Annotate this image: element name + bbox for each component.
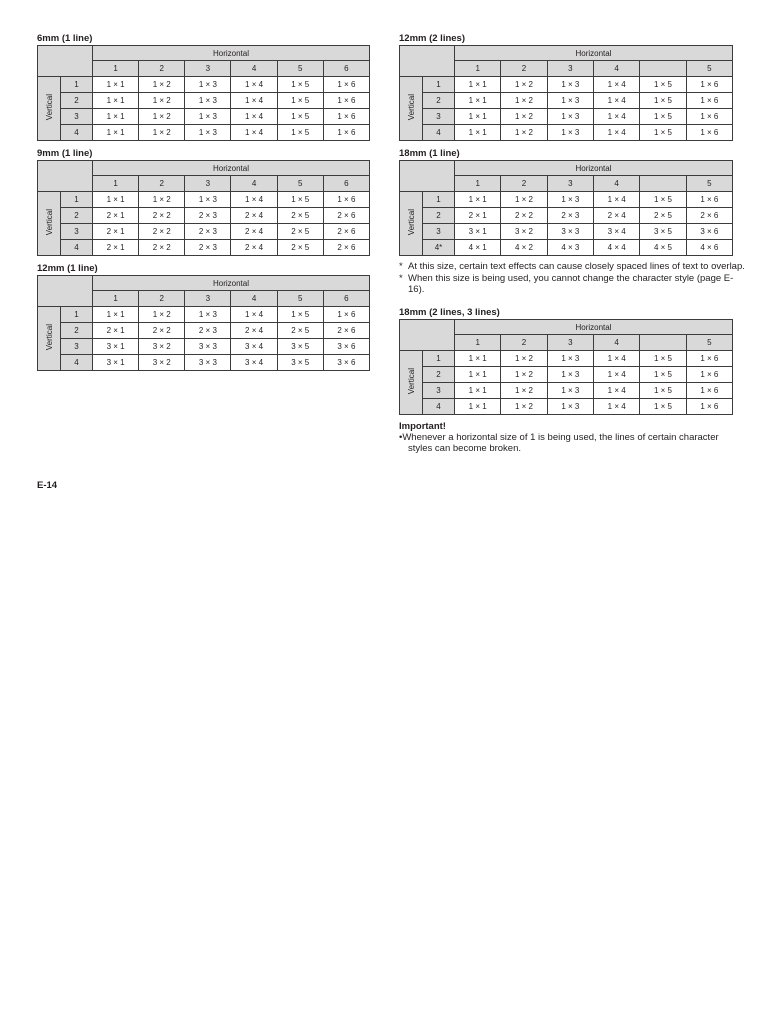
table-cell: 1 × 4 (231, 77, 277, 93)
column-header: 6 (323, 61, 369, 77)
table-cell: 2 × 4 (231, 323, 277, 339)
table-cell: 4 × 3 (547, 240, 593, 256)
size-table (399, 160, 733, 256)
column-header: 2 (139, 291, 185, 307)
table-cell: 1 × 2 (501, 93, 547, 109)
column-header: 3 (547, 176, 593, 192)
table-cell: 1 × 1 (455, 399, 501, 415)
column-header: 5 (686, 61, 732, 77)
row-header: 1 (61, 77, 93, 93)
table-cell: 2 × 2 (139, 323, 185, 339)
table-row (38, 109, 370, 125)
row-header: 3 (423, 109, 455, 125)
column-header: 1 (93, 176, 139, 192)
column-header: 5 (686, 335, 732, 351)
table-cell: 1 × 6 (686, 93, 732, 109)
row-header: 4 (61, 125, 93, 141)
table-cell: 1 × 4 (593, 125, 639, 141)
table-cell: 1 × 5 (640, 93, 686, 109)
column-header: 1 (93, 291, 139, 307)
table-cell: 1 × 6 (323, 93, 369, 109)
table-row (400, 351, 733, 367)
table-row (400, 93, 733, 109)
table-cell: 3 × 3 (185, 355, 231, 371)
table-cell: 1 × 5 (640, 192, 686, 208)
table-cell: 3 × 1 (93, 355, 139, 371)
vertical-label: Vertical (44, 209, 54, 236)
column-header: 4 (231, 61, 277, 77)
table-cell: 2 × 6 (323, 224, 369, 240)
table-cell: 1 × 5 (640, 399, 686, 415)
table-section-18mm-2-lines-3-lines (399, 307, 733, 415)
column-header: 3 (185, 61, 231, 77)
table-cell: 1 × 5 (277, 125, 323, 141)
footnote (399, 273, 763, 296)
size-table (37, 160, 370, 256)
column-header: 1 (455, 176, 501, 192)
table-cell: 1 × 1 (455, 109, 501, 125)
row-header: 3 (423, 224, 455, 240)
table-cell: 1 × 5 (640, 77, 686, 93)
table-title: 12mm (2 lines) (399, 33, 465, 44)
table-cell: 1 × 6 (686, 192, 732, 208)
table-row (400, 367, 733, 383)
table-cell: 1 × 4 (593, 367, 639, 383)
row-header: 2 (61, 93, 93, 109)
table-cell: 2 × 2 (139, 240, 185, 256)
column-group-row (400, 320, 733, 335)
table-row (400, 208, 733, 224)
table-cell: 1 × 6 (686, 351, 732, 367)
column-header: 5 (277, 61, 323, 77)
table-cell: 3 × 1 (455, 224, 501, 240)
table-cell: 1 × 1 (455, 383, 501, 399)
table-cell: 2 × 3 (185, 240, 231, 256)
table-cell: 1 × 1 (455, 367, 501, 383)
horizontal-label: Horizontal (93, 46, 370, 61)
table-section-12mm-1-line (37, 263, 370, 371)
row-header: 4* (423, 240, 455, 256)
table-cell: 1 × 3 (547, 77, 593, 93)
table-cell: 1 × 6 (323, 125, 369, 141)
vertical-label: Vertical (406, 94, 416, 121)
table-cell: 1 × 4 (231, 307, 277, 323)
table-cell: 3 × 4 (593, 224, 639, 240)
table-cell: 2 × 6 (686, 208, 732, 224)
table-container (399, 319, 733, 415)
vertical-label: Vertical (44, 94, 54, 121)
table-cell: 1 × 5 (277, 77, 323, 93)
size-table (37, 45, 370, 141)
table-cell: 2 × 3 (185, 208, 231, 224)
table-cell: 1 × 4 (593, 109, 639, 125)
table-cell: 1 × 3 (185, 93, 231, 109)
row-header: 3 (61, 109, 93, 125)
footnote-text: At this size, certain text effects can cause closely spaced lines of text to overlap. (408, 261, 745, 272)
bullet-icon: • (399, 432, 403, 443)
table-row (400, 77, 733, 93)
table-cell: 1 × 1 (93, 125, 139, 141)
row-header: 1 (423, 351, 455, 367)
column-group-row (38, 46, 370, 61)
table-cell: 1 × 2 (501, 367, 547, 383)
table-cell: 1 × 1 (455, 125, 501, 141)
table-section-9mm-1-line (37, 148, 370, 256)
table-cell: 1 × 6 (323, 307, 369, 323)
table-cell: 1 × 2 (139, 109, 185, 125)
column-group-row (38, 276, 370, 291)
table-cell: 1 × 3 (547, 399, 593, 415)
size-table (37, 275, 370, 371)
table-cell: 1 × 5 (640, 109, 686, 125)
table-cell: 1 × 5 (277, 192, 323, 208)
table-section-6mm-1-line (37, 33, 370, 141)
table-cell: 3 × 6 (323, 355, 369, 371)
table-row (38, 355, 370, 371)
table-cell: 1 × 4 (231, 109, 277, 125)
row-header: 1 (61, 307, 93, 323)
important-heading: Important! (399, 421, 446, 432)
column-header: 2 (139, 61, 185, 77)
table-cell: 1 × 1 (455, 351, 501, 367)
table-cell: 1 × 6 (323, 109, 369, 125)
table-container (399, 160, 733, 256)
column-header: 6 (323, 291, 369, 307)
table-cell: 1 × 3 (547, 109, 593, 125)
vertical-group-cell (38, 192, 61, 256)
table-cell: 1 × 2 (139, 307, 185, 323)
table-container (37, 45, 370, 141)
column-header: 4 (231, 291, 277, 307)
table-cell: 2 × 6 (323, 208, 369, 224)
row-header: 4 (61, 355, 93, 371)
table-cell: 2 × 2 (139, 208, 185, 224)
column-header: 1 (93, 61, 139, 77)
table-cell: 2 × 1 (93, 224, 139, 240)
table-cell: 1 × 5 (277, 307, 323, 323)
table-cell: 3 × 2 (139, 355, 185, 371)
footnote-marker: * (399, 261, 403, 272)
table-cell: 1 × 4 (231, 192, 277, 208)
column-header: 5 (277, 291, 323, 307)
table-title: 12mm (1 line) (37, 263, 98, 274)
vertical-group-cell (400, 192, 423, 256)
table-cell: 1 × 4 (593, 93, 639, 109)
column-header: 3 (547, 61, 593, 77)
table-cell: 2 × 4 (593, 208, 639, 224)
table-cell: 1 × 2 (501, 192, 547, 208)
vertical-group-cell (38, 77, 61, 141)
row-header: 4 (61, 240, 93, 256)
table-cell: 1 × 1 (93, 307, 139, 323)
table-row (38, 125, 370, 141)
table-cell: 2 × 5 (277, 224, 323, 240)
table-cell: 4 × 1 (455, 240, 501, 256)
column-header: 1 (455, 61, 501, 77)
table-cell: 2 × 1 (93, 323, 139, 339)
important-bullet-item (399, 432, 737, 454)
footnote (399, 261, 763, 273)
vertical-group-cell (38, 307, 61, 371)
table-cell: 2 × 5 (277, 240, 323, 256)
horizontal-label: Horizontal (455, 46, 733, 61)
table-section-18mm-1-line (399, 148, 733, 256)
table-cell: 3 × 4 (231, 355, 277, 371)
table-cell: 1 × 5 (640, 383, 686, 399)
table-cell: 1 × 3 (185, 77, 231, 93)
column-header: 1 (455, 335, 501, 351)
table-cell: 1 × 6 (323, 192, 369, 208)
vertical-label: Vertical (406, 209, 416, 236)
column-header: 2 (501, 335, 547, 351)
table-row (38, 339, 370, 355)
table-row (400, 192, 733, 208)
size-table (399, 45, 733, 141)
table-cell: 1 × 4 (231, 125, 277, 141)
table-cell: 1 × 6 (686, 125, 732, 141)
column-header: 5 (277, 176, 323, 192)
table-cell: 2 × 6 (323, 323, 369, 339)
table-cell: 2 × 5 (277, 208, 323, 224)
vertical-label: Vertical (44, 324, 54, 351)
table-cell: 2 × 2 (501, 208, 547, 224)
row-header: 2 (423, 93, 455, 109)
table-cell: 2 × 6 (323, 240, 369, 256)
table-cell: 1 × 1 (93, 93, 139, 109)
table-cell: 1 × 3 (547, 125, 593, 141)
row-header: 3 (61, 224, 93, 240)
row-header: 3 (61, 339, 93, 355)
table-row (400, 240, 733, 256)
table-cell: 2 × 2 (139, 224, 185, 240)
column-header (640, 335, 686, 351)
table-cell: 1 × 4 (593, 383, 639, 399)
table-cell: 1 × 6 (686, 367, 732, 383)
column-header: 3 (547, 335, 593, 351)
row-header: 4 (423, 125, 455, 141)
table-cell: 2 × 1 (93, 240, 139, 256)
table-cell: 3 × 3 (185, 339, 231, 355)
column-header: 2 (139, 176, 185, 192)
table-cell: 1 × 5 (277, 109, 323, 125)
table-cell: 3 × 5 (277, 339, 323, 355)
table-cell: 1 × 2 (501, 77, 547, 93)
column-header (640, 61, 686, 77)
table-row (38, 224, 370, 240)
column-header: 4 (593, 61, 639, 77)
table-row (38, 192, 370, 208)
table-cell: 1 × 1 (455, 192, 501, 208)
column-header (640, 176, 686, 192)
table-cell: 1 × 6 (323, 77, 369, 93)
table-cell: 1 × 1 (93, 77, 139, 93)
table-cell: 1 × 2 (501, 351, 547, 367)
table-cell: 2 × 1 (93, 208, 139, 224)
corner-cell (38, 46, 93, 77)
table-cell: 3 × 4 (231, 339, 277, 355)
table-cell: 2 × 4 (231, 208, 277, 224)
table-cell: 1 × 6 (686, 77, 732, 93)
table-cell: 1 × 5 (640, 125, 686, 141)
footnotes (399, 261, 763, 296)
row-header: 1 (423, 77, 455, 93)
table-cell: 2 × 4 (231, 224, 277, 240)
table-cell: 1 × 2 (139, 77, 185, 93)
horizontal-label: Horizontal (93, 276, 370, 291)
vertical-group-cell (400, 351, 423, 415)
table-container (399, 45, 733, 141)
table-cell: 1 × 2 (501, 125, 547, 141)
corner-cell (400, 320, 455, 351)
table-cell: 1 × 3 (547, 192, 593, 208)
table-cell: 4 × 4 (593, 240, 639, 256)
horizontal-label: Horizontal (93, 161, 370, 176)
size-table (399, 319, 733, 415)
table-cell: 1 × 6 (686, 399, 732, 415)
table-cell: 1 × 2 (501, 399, 547, 415)
vertical-label: Vertical (406, 368, 416, 395)
table-row (38, 77, 370, 93)
table-cell: 3 × 5 (277, 355, 323, 371)
important-note (399, 421, 737, 454)
footnote-text: When this size is being used, you cannot change the character style (page E-16). (408, 272, 734, 295)
table-cell: 1 × 6 (686, 383, 732, 399)
column-header: 2 (501, 176, 547, 192)
row-header: 2 (423, 367, 455, 383)
page-number: E-14 (37, 480, 58, 491)
column-header: 5 (686, 176, 732, 192)
table-cell: 1 × 4 (593, 351, 639, 367)
table-cell: 1 × 4 (593, 399, 639, 415)
table-row (400, 383, 733, 399)
column-group-row (38, 161, 370, 176)
table-cell: 4 × 2 (501, 240, 547, 256)
table-cell: 1 × 5 (640, 351, 686, 367)
table-section-12mm-2-lines (399, 33, 733, 141)
corner-cell (400, 161, 455, 192)
row-header: 1 (423, 192, 455, 208)
horizontal-label: Horizontal (455, 161, 733, 176)
column-header: 3 (185, 291, 231, 307)
table-title: 6mm (1 line) (37, 33, 93, 44)
table-cell: 3 × 3 (547, 224, 593, 240)
row-header: 3 (423, 383, 455, 399)
horizontal-label: Horizontal (455, 320, 733, 335)
table-cell: 1 × 3 (185, 125, 231, 141)
table-cell: 3 × 6 (686, 224, 732, 240)
table-cell: 1 × 2 (501, 109, 547, 125)
table-cell: 1 × 3 (185, 192, 231, 208)
column-header: 4 (231, 176, 277, 192)
table-cell: 2 × 5 (277, 323, 323, 339)
footnote-marker: * (399, 272, 403, 284)
table-cell: 2 × 3 (185, 224, 231, 240)
table-cell: 1 × 3 (185, 307, 231, 323)
row-header: 2 (61, 208, 93, 224)
table-container (37, 275, 370, 371)
table-cell: 1 × 6 (686, 109, 732, 125)
table-cell: 1 × 4 (593, 192, 639, 208)
table-cell: 1 × 2 (139, 192, 185, 208)
table-cell: 1 × 1 (455, 93, 501, 109)
column-group-row (400, 46, 733, 61)
table-cell: 1 × 1 (93, 192, 139, 208)
column-group-row (400, 161, 733, 176)
table-cell: 1 × 3 (547, 351, 593, 367)
table-row (400, 224, 733, 240)
table-cell: 1 × 5 (277, 93, 323, 109)
row-header: 2 (61, 323, 93, 339)
table-cell: 1 × 3 (547, 367, 593, 383)
table-cell: 1 × 2 (139, 125, 185, 141)
table-cell: 2 × 3 (547, 208, 593, 224)
table-title: 18mm (2 lines, 3 lines) (399, 307, 500, 318)
table-cell: 4 × 6 (686, 240, 732, 256)
table-cell: 1 × 3 (547, 383, 593, 399)
column-header: 3 (185, 176, 231, 192)
table-title: 18mm (1 line) (399, 148, 460, 159)
table-cell: 1 × 5 (640, 367, 686, 383)
table-cell: 2 × 5 (640, 208, 686, 224)
table-cell: 1 × 1 (455, 77, 501, 93)
row-header: 4 (423, 399, 455, 415)
column-header: 6 (323, 176, 369, 192)
table-row (400, 125, 733, 141)
table-cell: 3 × 1 (93, 339, 139, 355)
table-cell: 3 × 5 (640, 224, 686, 240)
table-container (37, 160, 370, 256)
table-title: 9mm (1 line) (37, 148, 93, 159)
table-cell: 3 × 6 (323, 339, 369, 355)
table-row (38, 240, 370, 256)
corner-cell (400, 46, 455, 77)
corner-cell (38, 276, 93, 307)
table-cell: 1 × 3 (185, 109, 231, 125)
table-cell: 1 × 2 (139, 93, 185, 109)
table-cell: 2 × 4 (231, 240, 277, 256)
table-row (38, 208, 370, 224)
table-cell: 1 × 2 (501, 383, 547, 399)
table-cell: 1 × 3 (547, 93, 593, 109)
corner-cell (38, 161, 93, 192)
table-row (38, 93, 370, 109)
row-header: 1 (61, 192, 93, 208)
column-header: 4 (593, 176, 639, 192)
table-cell: 1 × 4 (231, 93, 277, 109)
row-header: 2 (423, 208, 455, 224)
column-header: 4 (593, 335, 639, 351)
table-cell: 2 × 1 (455, 208, 501, 224)
table-cell: 1 × 4 (593, 77, 639, 93)
table-row (400, 109, 733, 125)
vertical-group-cell (400, 77, 423, 141)
column-header: 2 (501, 61, 547, 77)
table-cell: 1 × 1 (93, 109, 139, 125)
table-row (38, 307, 370, 323)
table-row (38, 323, 370, 339)
table-cell: 4 × 5 (640, 240, 686, 256)
important-text: Whenever a horizontal size of 1 is being used, the lines of certain character styles can become broken. (402, 432, 719, 454)
table-cell: 3 × 2 (501, 224, 547, 240)
table-cell: 2 × 3 (185, 323, 231, 339)
table-cell: 3 × 2 (139, 339, 185, 355)
table-row (400, 399, 733, 415)
